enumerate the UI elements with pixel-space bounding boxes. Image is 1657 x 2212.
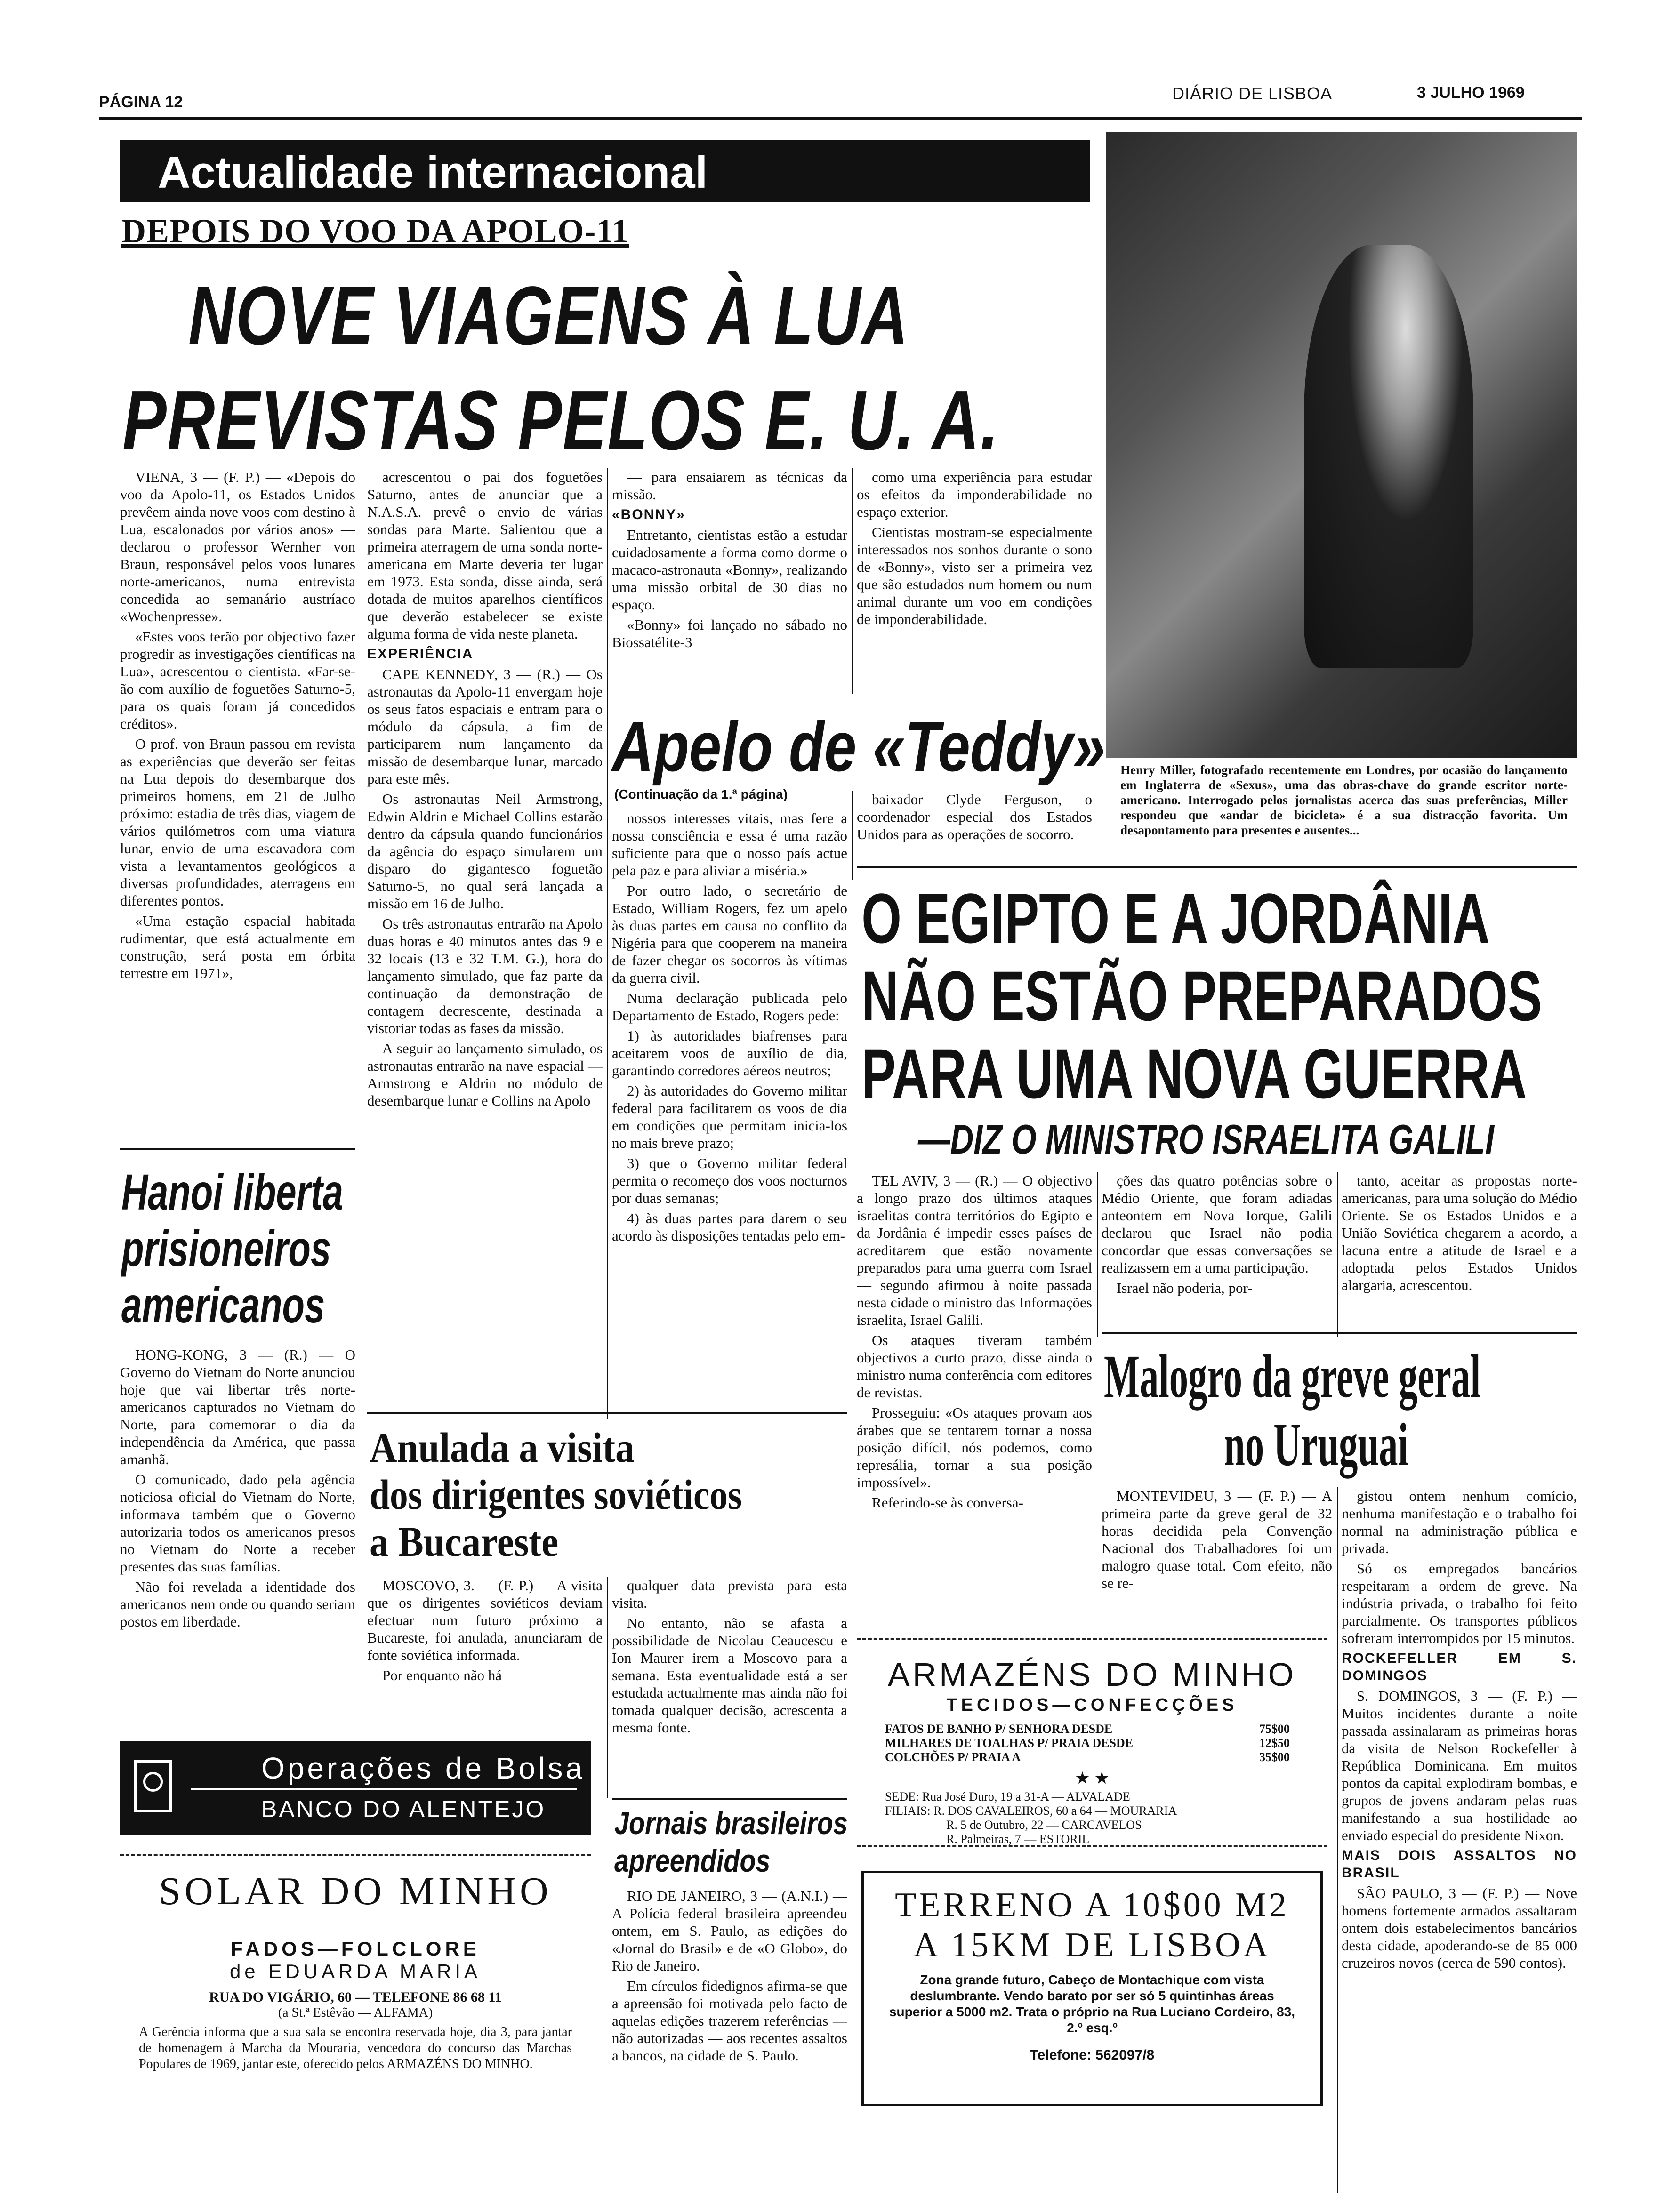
- price-label: FATOS DE BANHO P/ SENHORA DESDE: [885, 1722, 1113, 1736]
- ad-solar: [120, 1864, 591, 2193]
- teddy-continuation: (Continuação da 1.ª página): [614, 787, 788, 801]
- column-rule: [852, 468, 853, 694]
- apollo-paragraph: O prof. von Braun passou em revista as experiências que deverão ser feitas na Lua depois do desembarque dos primeiros homens, em 21 de Julho próximo: estadia de três dias, viagem de vários quilómetros com uma viatura lunar, envio de uma escavadora com vista a levantamentos geológicos a diversas profundidades, aterragens em diferentes pontos.: [120, 736, 355, 909]
- apollo-paragraph: «Estes voos terão por objectivo fazer progredir as investigações científicas na Lua», acrescentou o cientista. «Far-se-ão com auxílio de foguetões Saturno-5, para os quais foram já concedidos créditos».: [120, 628, 355, 732]
- uruguai-column-2: [1342, 1487, 1577, 2193]
- apollo-headline-line2: PREVISTAS PELOS E. U. A.: [122, 373, 999, 468]
- hanoi-paragraph: Não foi revelada a identidade dos americanos nem onde ou quando seriam postos em liberdade.: [120, 1579, 355, 1630]
- hanoi-headline-line3: americanos: [121, 1276, 325, 1333]
- section-banner-title: Actualidade internacional: [158, 147, 708, 198]
- apollo-column-3: [612, 468, 847, 694]
- page-label: PÁGINA 12: [99, 93, 183, 111]
- uruguai-column-1: [1102, 1487, 1332, 1624]
- ad-terreno: [861, 1871, 1323, 2106]
- price-value: 75$00: [1259, 1722, 1290, 1736]
- egypt-headline-line3: PARA UMA NOVA GUERRA: [861, 1034, 1527, 1113]
- uruguai-subhead-assaltos: MAIS DOIS ASSALTOS NO BRASIL: [1342, 1848, 1577, 1881]
- bucareste-headline-line3: a Bucareste: [370, 1519, 559, 1565]
- rule-egypt-top: [857, 866, 1577, 868]
- teddy-paragraph: 4) às duas partes para darem o seu acordo às disposições tentadas pelo em-: [612, 1210, 847, 1244]
- teddy-column-1: [612, 809, 847, 1393]
- uruguai-paragraph: S. DOMINGOS, 3 — (F. P.) — Muitos incidentes durante a noite passada assinalaram as primeiras horas da visita de Nelson Rockefeller à República Dominicana. Em muitos pontos da capital explodiram bombas, e grupos de jovens andaram pelas ruas manifestando a sua hostilidade ao enviado especial do presidente Nixon.: [1342, 1688, 1577, 1843]
- teddy-paragraph: 2) às autoridades do Governo militar federal para facilitarem os voos de dia em condições que permitam inicia-los no mais breve prazo;: [612, 1082, 847, 1151]
- hanoi-paragraph: O comunicado, dado pela agência noticiosa oficial do Vietnam do Norte, informava também que o Governo autorizaria todos os americanos presos no Vietnam do Norte a receber presentes das suas famílias.: [120, 1471, 355, 1575]
- uruguai-paragraph: MONTEVIDEU, 3 — (F. P.) — A primeira parte da greve geral de 32 horas decidida pela Convenção Nacional dos Trabalhadores foi um malogro quase total. Com efeito, não se re-: [1102, 1488, 1332, 1591]
- ad-solar-line2: de EDUARDA MARIA: [229, 1960, 482, 1982]
- ad-armazens-price-list: [885, 1722, 1290, 1764]
- egypt-column-2: [1102, 1172, 1332, 1337]
- egypt-paragraph: ções das quatro potências sobre o Médio Oriente, que foram adiadas anteontem em Nova Iorque, Galili declarou que Israel não podia concordar que essas conversações se realizassem em a uma participação.: [1102, 1172, 1332, 1276]
- bucareste-paragraph: Por enquanto não há: [382, 1667, 502, 1683]
- egypt-paragraph: Os ataques tiveram também objectivos a curto prazo, disse ainda o ministro numa conferência com editores de revistas.: [857, 1332, 1092, 1401]
- column-rule: [607, 1577, 608, 1798]
- ad-solar-border-top: [120, 1854, 591, 1856]
- bucareste-paragraph: qualquer data prevista para esta visita.: [612, 1577, 847, 1611]
- apollo-paragraph: VIENA, 3 — (F. P.) — «Depois do voo da Apolo-11, os Estados Unidos prevêem ainda nove voos com destino à Lua, escalonados por vários anos» — declarou o professor Wernher von Braun, responsável pelos voos lunares norte-americanos, numa entrevista concedida ao semanário austríaco «Wochenpresse».: [120, 469, 355, 625]
- price-label: COLCHÕES P/ PRAIA A: [885, 1750, 1021, 1764]
- apollo-paragraph: — para ensaiarem as técnicas da missão.: [612, 469, 847, 503]
- henry-miller-photo: [1106, 132, 1577, 758]
- egypt-column-3: [1342, 1172, 1577, 1337]
- ad-armazens-stars: ★ ★: [1075, 1769, 1110, 1787]
- apollo-kicker: DEPOIS DO VOO DA APOLO-11: [121, 212, 629, 250]
- apollo-subhead-bonny: «BONNY»: [612, 507, 685, 522]
- photo-caption: Henry Miller, fotografado recentemente em Londres, por ocasião do lançamento em Inglaterra de «Sexus», uma das obras-chave do grande escritor norte-americano. Interrogado pelos jornalistas acerca das suas preferências, Miller respondeu que «andar de bicicleta» é a sua distracção favorita. Um desapontamento para presentes e ausentes...: [1120, 763, 1568, 837]
- rule-jornais-top: [612, 1798, 847, 1800]
- egypt-column-1: [857, 1172, 1092, 1638]
- apollo-paragraph: Os três astronautas entrarão na Apolo duas horas e 40 minutos antes das 9 e 32 locais (13 e 32 T.M. G.), hora do lançamento simulado, que faz parte da continuação da demonstração de contagem decrescente, destinada a vistoriar todas as fases da missão.: [367, 915, 603, 1036]
- egypt-paragraph: TEL AVIV, 3 — (R.) — O objectivo a longo prazo dos últimos ataques israelitas contra territórios do Egipto e da Jordânia é impedir esses países de acreditarem que estão novamente preparados para uma guerra com Israel — segundo afirmou à noite passada nesta cidade o ministro das Informações israelita, Israel Galili.: [857, 1172, 1092, 1328]
- hanoi-paragraph: HONG-KONG, 3 — (R.) — O Governo do Vietnam do Norte anunciou hoje que vai libertar três norte-americanos capturados no Vietnam do Norte, para comemorar o dia da independência da América, que passa amanhã.: [120, 1346, 355, 1467]
- bucareste-paragraph: No entanto, não se afasta a possibilidade de Nicolau Ceaucescu e Ion Maurer irem a Moscovo para a semana. Esta eventualidade está a ser estudada actualmente mas ainda não foi tomada qualquer decisão, acrescenta a mesma fonte.: [612, 1615, 847, 1736]
- ad-armazens-sede: SEDE: Rua José Duro, 19 a 31-A — ALVALADE: [885, 1790, 1130, 1803]
- ad-terreno-body: Zona grande futuro, Cabeço de Montachique com vista deslumbrante. Vendo barato por ser só 5 quintinhas áreas superior a 5000 m2. Trata o próprio na Rua Luciano Cordeiro, 83, 2.º esq.º: [889, 1972, 1295, 2035]
- teddy-paragraph: Numa declaração publicada pelo Departamento de Estado, Rogers pede:: [612, 990, 847, 1024]
- uruguai-headline-line1: Malogro da greve geral: [1104, 1343, 1481, 1411]
- bucareste-column-1: [367, 1577, 603, 1732]
- price-row: [885, 1736, 1290, 1750]
- ad-armazens-border-top: [857, 1638, 1327, 1640]
- ad-solar-address2: (a St.ª Estêvão — ALFAMA): [278, 2005, 433, 2020]
- apollo-paragraph: Entretanto, cientistas estão a estudar cuidadosamente a forma como dorme o macaco-astronauta «Bonny», realizando uma missão orbital de 30 dias no espaço.: [612, 527, 847, 613]
- apollo-subhead-experiencia: EXPERIÊNCIA: [367, 646, 474, 662]
- photo-figure: [1304, 245, 1473, 668]
- apollo-headline-line1: NOVE VIAGENS À LUA: [188, 270, 909, 362]
- jornais-headline-line1: Jornais brasileiros: [614, 1805, 848, 1841]
- ad-solar-line1: FADOS—FOLCLORE: [231, 1938, 480, 1960]
- teddy-paragraph: Por outro lado, o secretário de Estado, William Rogers, fez um apelo às duas partes em causa no conflito da Nigéria para que cooperem na maneira de fazer chegar os socorros às vítimas da guerra civil.: [612, 882, 847, 986]
- bucareste-paragraph: MOSCOVO, 3. — (F. P.) — A visita que os dirigentes soviéticos deviam efectuar num futuro próximo a Bucareste, foi anulada, anunciaram de fonte soviética informada.: [367, 1577, 603, 1663]
- price-row: [885, 1722, 1290, 1736]
- egypt-paragraph: Referindo-se às conversa-: [872, 1494, 1023, 1511]
- section-banner: [120, 140, 1090, 202]
- ad-armazens-filial: R. Palmeiras, 7 — ESTORIL: [946, 1832, 1090, 1846]
- ad-armazens-filial: FILIAIS: R. DOS CAVALEIROS, 60 a 64 — MOURARIA: [885, 1804, 1177, 1818]
- rule-bucareste-top: [367, 1412, 847, 1414]
- hanoi-headline-line1: Hanoi liberta: [121, 1163, 343, 1220]
- issue-date: 3 JULHO 1969: [1417, 84, 1525, 102]
- rule-hanoi-top: [120, 1148, 355, 1150]
- bucareste-column-2: [612, 1577, 847, 1798]
- ad-solar-title: SOLAR DO MINHO: [159, 1869, 552, 1913]
- header-rule: [99, 117, 1582, 120]
- jornais-paragraph: Em círculos fidedignos afirma-se que a apreensão foi motivada pelo facto de aquelas edições trazerem referências — não autorizadas — aos recentes assaltos a bancos, na cidade de S. Paulo.: [612, 1978, 847, 2064]
- price-value: 35$00: [1259, 1750, 1290, 1764]
- ad-armazens-subtitle: TECIDOS—CONFECÇÕES: [946, 1695, 1238, 1715]
- bucareste-headline-line2: dos dirigentes soviéticos: [370, 1472, 742, 1518]
- apollo-paragraph: acrescentou o pai dos foguetões Saturno, antes de anunciar que a N.A.S.A. prevê o envio de várias sondas para Marte. Salientou que a primeira aterragem de uma sonda norte-americana em Marte deveria ter lugar em 1973. Esta sonda, disse ainda, será dotada de muitos aparelhos científicos que deverão estabelecer se existe alguma forma de vida neste planeta.: [367, 469, 603, 642]
- column-rule: [607, 468, 608, 1419]
- teddy-paragraph: 1) às autoridades biafrenses para aceitarem voos de auxílio de dia, garantindo corredores aéreos neutros;: [612, 1027, 847, 1079]
- jornais-headline-line2: apreendidos: [614, 1843, 771, 1879]
- apollo-column-1: [120, 468, 355, 1146]
- apollo-paragraph: como uma experiência para estudar os efeitos da imponderabilidade no espaço exterior.: [857, 469, 1092, 520]
- egypt-paragraph: tanto, aceitar as propostas norte-americanas, para uma solução do Médio Oriente. Se os Estados Unidos e a União Soviética chegarem a acordo, a lacuna entre a atitude de Israel e a adoptada pelos Estados Unidos alargaria, acrescentou.: [1342, 1172, 1577, 1293]
- bucareste-headline-line1: Anulada a visita: [370, 1425, 635, 1471]
- uruguai-subhead-rockefeller: ROCKEFELLER EM S. DOMINGOS: [1342, 1651, 1577, 1683]
- teddy-paragraph: 3) que o Governo militar federal permita o recomeço dos voos nocturnos por duas semanas;: [612, 1155, 847, 1206]
- price-label: MILHARES DE TOALHAS P/ PRAIA DESDE: [885, 1736, 1134, 1750]
- uruguai-paragraph: SÃO PAULO, 3 — (F. P.) — Nove homens fortemente armados assaltaram ontem dois estabelecimentos bancários desta cidade, apoderando-se de 85 000 cruzeiros novos (cerca de 590 contos).: [1342, 1885, 1577, 1971]
- apollo-paragraph: «Bonny» foi lançado no sábado no Biossatélite-3: [612, 617, 847, 650]
- ad-solar-body: A Gerência informa que a sua sala se encontra reservada hoje, dia 3, para jantar de homenagem à Marcha da Mouraria, vencedora do concurso das Marchas Populares de 1969, jantar este, oferecido pelos ARMAZÉNS DO MINHO.: [139, 2025, 572, 2071]
- column-rule: [1337, 1487, 1338, 2193]
- ad-solar-address: RUA DO VIGÁRIO, 60 — TELEFONE 86 68 11: [209, 1989, 502, 2005]
- price-row: [885, 1750, 1290, 1764]
- bank-logo-icon: [134, 1760, 172, 1812]
- ad-bolsa-bank: BANCO DO ALENTEJO: [261, 1796, 546, 1822]
- column-rule: [1097, 1172, 1098, 1337]
- egypt-headline-line1: O EGIPTO E A JORDÂNIA: [861, 879, 1490, 958]
- apollo-column-4: [857, 468, 1092, 694]
- apollo-paragraph: Cientistas mostram-se especialmente interessados nos sonhos durante o sono de «Bonny», visto ser a primeira vez que são estudados num homem ou num animal durante um voo em condições de imponderabilidade.: [857, 524, 1092, 627]
- teddy-headline: Apelo de «Teddy»: [612, 707, 1106, 786]
- hanoi-body: [120, 1346, 355, 1713]
- egypt-headline-line2: NÃO ESTÃO PREPARADOS: [861, 956, 1542, 1035]
- jornais-body: [612, 1887, 847, 2188]
- ad-armazens-title: ARMAZÉNS DO MINHO: [887, 1656, 1297, 1693]
- ad-terreno-title-1: TERRENO A 10$00 M2: [895, 1886, 1289, 1924]
- uruguai-headline-line2: no Uruguai: [1224, 1411, 1408, 1479]
- apollo-paragraph: A seguir ao lançamento simulado, os astronautas entrarão na nave espacial — Armstrong e Aldrin no módulo de desembarque lunar e Collins na Apolo: [367, 1040, 603, 1109]
- ad-armazens-filial: R. 5 de Outubro, 22 — CARCAVELOS: [946, 1818, 1142, 1832]
- ad-bolsa-title: Operações de Bolsa: [261, 1751, 585, 1785]
- column-rule: [1337, 1172, 1338, 1337]
- newspaper-name: DIÁRIO DE LISBOA: [1172, 84, 1333, 103]
- ad-armazens: [857, 1647, 1327, 1845]
- ad-terreno-title-2: A 15KM DE LISBOA: [913, 1926, 1271, 1964]
- hanoi-headline-line2: prisioneiros: [121, 1220, 331, 1277]
- rule-uruguai-top: [1102, 1332, 1577, 1334]
- column-rule: [852, 791, 853, 880]
- ad-armazens-addresses: [885, 1790, 1309, 1846]
- egypt-paragraph: Prosseguiu: «Os ataques provam aos árabes que se tentarem tornar a nossa posição difícil, nós podemos, como represália, tornar a sua posição impossível».: [857, 1404, 1092, 1491]
- price-value: 12$50: [1259, 1736, 1290, 1750]
- apollo-paragraph: CAPE KENNEDY, 3 — (R.) — Os astronautas da Apolo-11 envergam hoje os seus fatos espaciais e entram para o módulo da cápsula, a fim de participarem num lançamento da missão de desembarque lunar, marcado para este mês.: [367, 666, 603, 787]
- ad-terreno-phone: Telefone: 562097/8: [1030, 2047, 1155, 2063]
- teddy-paragraph: baixador Clyde Ferguson, o coordenador especial dos Estados Unidos para as operações de socorro.: [857, 791, 1092, 842]
- jornais-paragraph: RIO DE JANEIRO, 3 — (A.N.I.) — A Polícia federal brasileira apreendeu ontem, em S. Paulo, as edições do «Jornal do Brasil» e de «O Globo», do Rio de Janeiro.: [612, 1888, 847, 1974]
- ad-armazens-border-bottom: [857, 1845, 1327, 1847]
- egypt-paragraph: Israel não poderia, por-: [1117, 1280, 1253, 1296]
- egypt-deck: —DIZ O MINISTRO ISRAELITA GALILI: [918, 1116, 1495, 1162]
- uruguai-paragraph: Só os empregados bancários respeitaram a ordem de greve. Na indústria privada, o trabalho foi feito parcialmente. Os transportes públicos sofreram interrompidos por 15 minutos.: [1342, 1560, 1577, 1646]
- apollo-column-2: [367, 468, 603, 1443]
- uruguai-paragraph: gistou ontem nenhum comício, nenhuma manifestação e o trabalho foi normal na administração pública e privada.: [1342, 1488, 1577, 1556]
- apollo-paragraph: «Uma estação espacial habitada rudimentar, que está actualmente em construção, será posta em órbita terrestre em 1971»,: [120, 913, 355, 981]
- apollo-paragraph: Os astronautas Neil Armstrong, Edwin Aldrin e Michael Collins estarão dentro da cápsula quando funcionários da agência do espaço simularem um disparo do gigantesco foguetão Saturno-5, no qual será lançada a missão em 16 de Julho.: [367, 791, 603, 912]
- teddy-paragraph: nossos interesses vitais, mas fere a nossa consciência e essa é uma razão suficiente para que o nosso país actue pela paz e para aliviar a miséria.»: [612, 810, 847, 879]
- ad-bolsa: [120, 1741, 591, 1835]
